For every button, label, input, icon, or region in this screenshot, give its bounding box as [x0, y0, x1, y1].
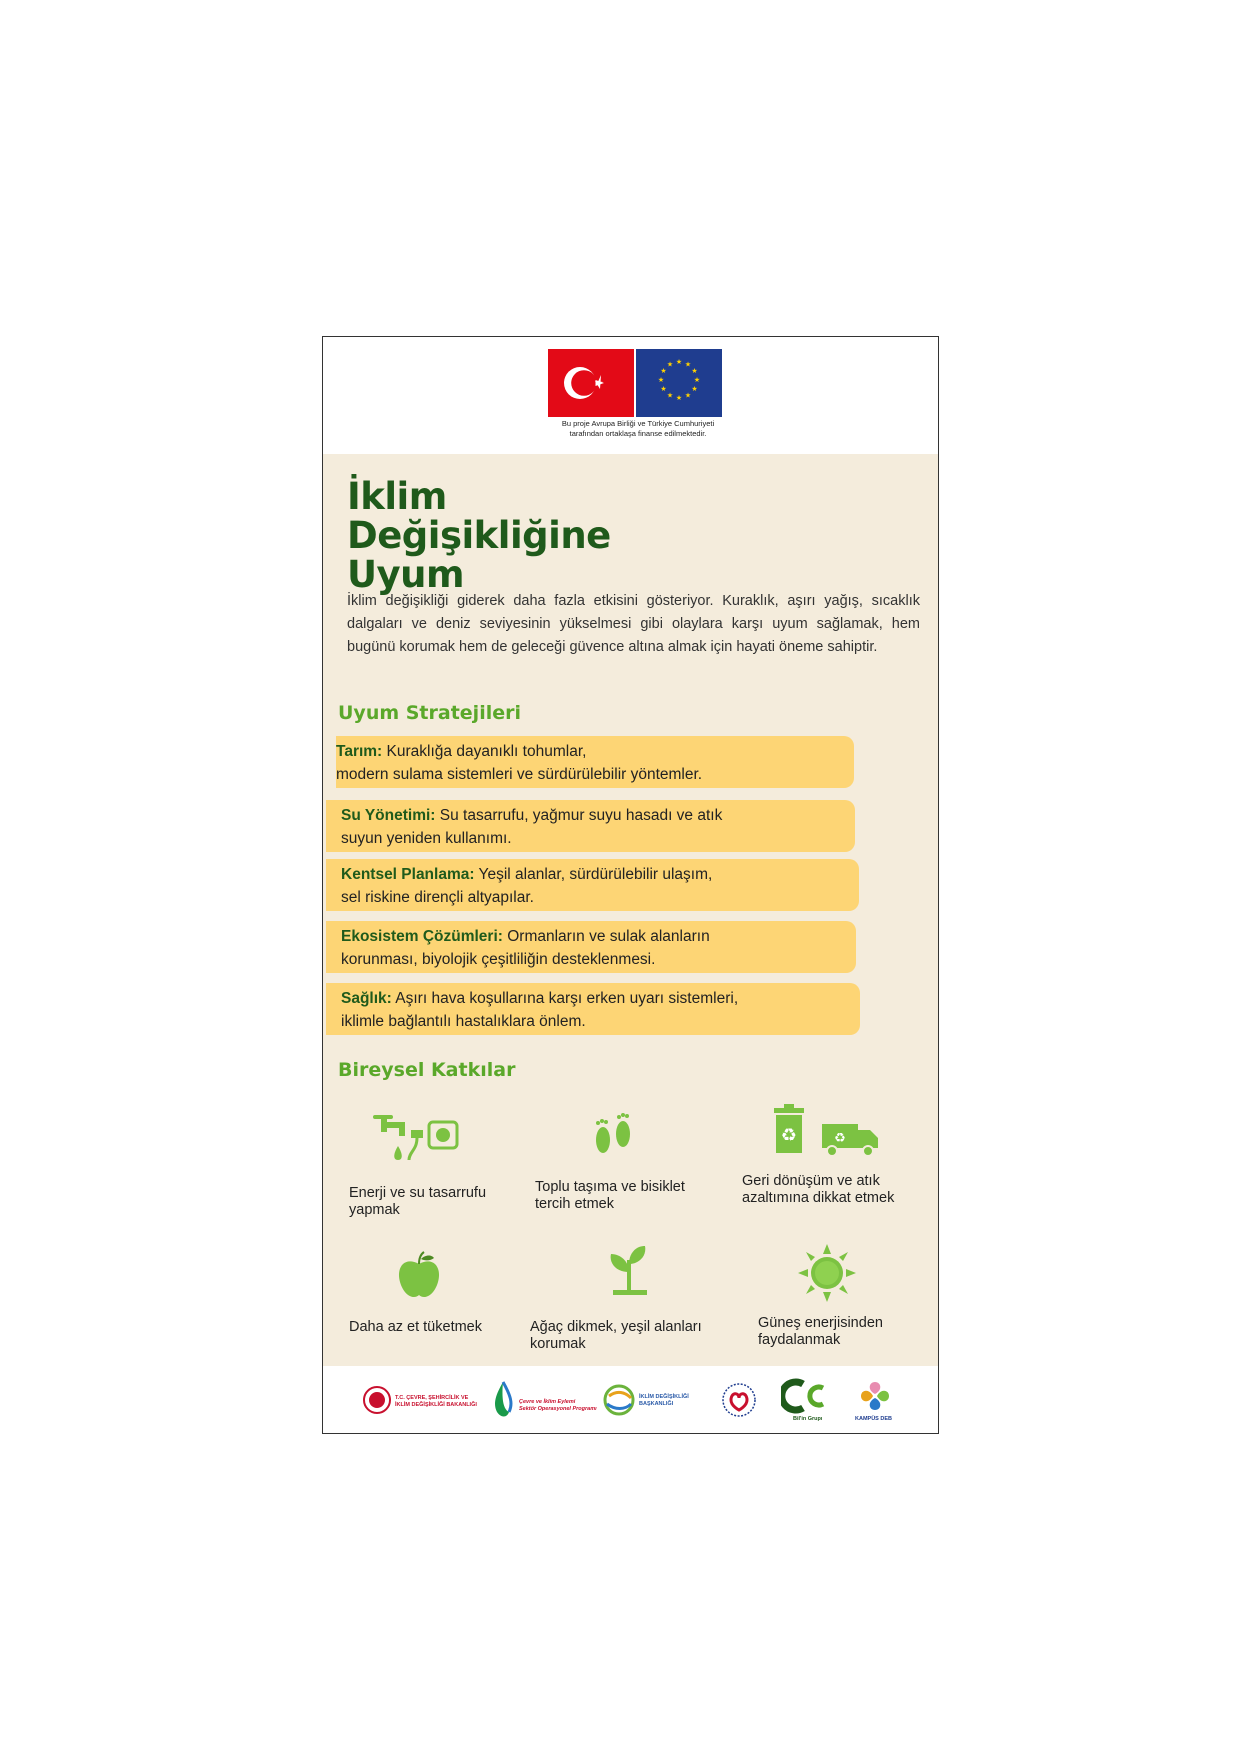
- poster: [322, 336, 939, 1434]
- strategy-item-kentsel-planlama: [326, 859, 859, 911]
- intro-paragraph: İklim değişikliği giderek daha fazla etkisini gösteriyor. Kuraklık, aşırı yağış, sıcaklık dalgaları ve deniz seviyesinin yükselmesi gibi olaylara karşı uyum sağlamak, hem bugünü korumak hem de geleceği güvence altına almak için hayati öneme sahiptir.: [347, 593, 920, 655]
- strategy-label: Su Yönetimi:: [341, 807, 436, 824]
- university-seal-icon: [721, 1382, 757, 1418]
- apple-icon: [394, 1250, 444, 1300]
- funding-line-2: tarafından ortaklaşa finanse edilmektedir.: [569, 429, 707, 438]
- strategy-label: Ekosistem Çözümleri:: [341, 928, 503, 945]
- ministry-seal-icon: [363, 1386, 391, 1414]
- recycle-icon: [772, 1104, 887, 1164]
- svg-text:★: ★: [675, 394, 683, 402]
- contribution-label: Ağaç dikmek, yeşil alanları korumak: [530, 1319, 702, 1352]
- svg-text:★: ★: [691, 367, 698, 375]
- university-logo: [721, 1382, 757, 1423]
- strategy-text-1: Ormanların ve sulak alanların: [502, 928, 710, 945]
- strategy-text-1: Kuraklığa dayanıklı tohumlar,: [382, 743, 587, 760]
- water-energy-icon: [371, 1112, 481, 1172]
- kampus-deb-logo: KAMPÜS DEB: [857, 1378, 893, 1419]
- contribution-label: Enerji ve su tasarrufu yapmak: [349, 1185, 487, 1218]
- svg-text:★: ★: [660, 367, 667, 375]
- strategy-text-2: sel riskine dirençli altyapılar.: [341, 889, 534, 906]
- drop-icon: [491, 1380, 515, 1420]
- bilin-group-logo: Bil'in Grupı: [781, 1378, 831, 1419]
- header: [323, 337, 938, 454]
- title-line-1: İklim: [347, 475, 447, 518]
- strategy-item-saglik: [326, 983, 860, 1035]
- strategy-text-2: iklimle bağlantılı hastalıklara önlem.: [341, 1013, 586, 1030]
- footprints-icon: [585, 1112, 645, 1167]
- poster-body: [323, 454, 938, 1366]
- contribution-label: Güneş enerjisinden faydalanmak: [758, 1315, 883, 1348]
- svg-text:★: ★: [691, 385, 698, 393]
- strategy-label: Sağlık:: [341, 990, 392, 1007]
- svg-text:★: ★: [657, 376, 665, 384]
- svg-text:★: ★: [684, 391, 692, 400]
- svg-text:♻: ♻: [834, 1131, 846, 1146]
- strategy-label: Kentsel Planlama:: [341, 866, 475, 883]
- contribution-label: Daha az et tüketmek: [349, 1319, 482, 1335]
- page-title: [347, 477, 611, 594]
- strategy-label: Tarım:: [336, 743, 383, 760]
- funding-line-1: Bu proje Avrupa Birliği ve Türkiye Cumhuriyeti: [561, 419, 715, 428]
- svg-text:★: ★: [684, 360, 692, 369]
- ministry-logo: T.C. ÇEVRE, ŞEHİRCİLİK VE İKLİM DEĞİŞİKLİĞİ BAKANLIĞI: [363, 1386, 391, 1419]
- svg-text:★: ★: [693, 376, 701, 384]
- cc-logo-icon: [781, 1378, 831, 1414]
- strategy-item-su-yonetimi: [326, 800, 855, 852]
- strategy-text-1: Aşırı hava koşullarına karşı erken uyarı sistemleri,: [391, 990, 739, 1007]
- title-line-3: Uyum: [347, 553, 465, 596]
- sun-icon: [798, 1244, 856, 1302]
- strategy-item-tarim: [336, 736, 854, 788]
- climate-presidency-logo: İKLİM DEĞİŞİKLİĞİ BAŞKANLIĞI: [603, 1384, 635, 1421]
- program-logo: Çevre ve İklim Eylemi Sektör Operasyonel Programı: [491, 1380, 515, 1425]
- turkey-flag-icon: [548, 349, 634, 417]
- svg-text:★: ★: [666, 360, 674, 369]
- svg-text:★: ★: [666, 391, 674, 400]
- contributions-heading: Bireysel Katkılar: [338, 1059, 516, 1081]
- globe-icon: [603, 1384, 635, 1416]
- svg-text:★: ★: [660, 385, 667, 393]
- eu-flag-icon: [636, 349, 722, 417]
- sprout-icon: [605, 1242, 655, 1297]
- strategy-text-2: korunması, biyolojik çeşitliliğin desteklenmesi.: [341, 951, 656, 968]
- svg-text:♻: ♻: [780, 1125, 798, 1146]
- svg-text:★: ★: [675, 358, 683, 366]
- partner-logos: [323, 1366, 938, 1433]
- title-line-2: Değişikliğine: [347, 514, 611, 557]
- strategies-heading: Uyum Stratejileri: [338, 702, 521, 724]
- strategy-text-1: Su tasarrufu, yağmur suyu hasadı ve atık: [435, 807, 723, 824]
- funding-statement: [503, 419, 773, 439]
- strategy-text-2: modern sulama sistemleri ve sürdürülebilir yöntemler.: [336, 766, 703, 783]
- strategy-item-ekosistem: [326, 921, 856, 973]
- strategy-text-2: suyun yeniden kullanımı.: [341, 830, 512, 847]
- contribution-label: Geri dönüşüm ve atık azaltımına dikkat etmek: [742, 1173, 895, 1206]
- contribution-label: Toplu taşıma ve bisiklet tercih etmek: [535, 1179, 685, 1212]
- clover-icon: [857, 1378, 893, 1414]
- strategy-text-1: Yeşil alanlar, sürdürülebilir ulaşım,: [474, 866, 713, 883]
